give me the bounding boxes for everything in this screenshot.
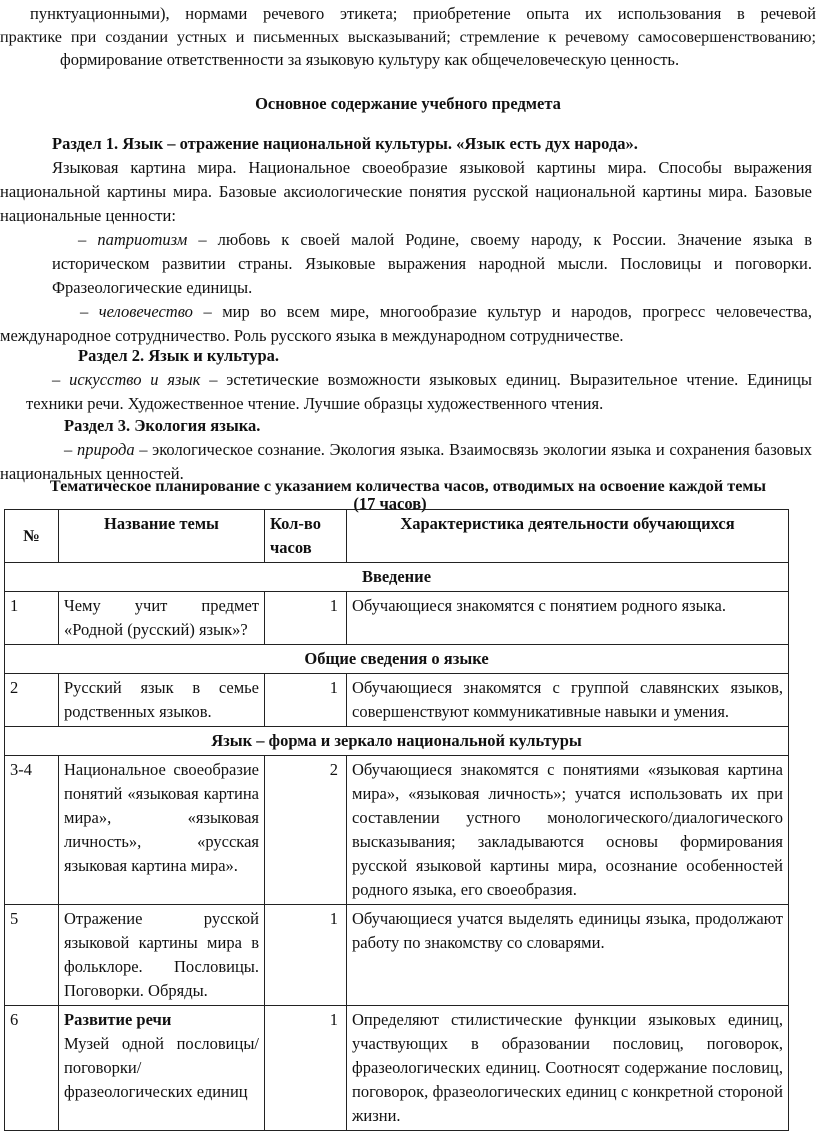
row-num: 1 — [5, 592, 59, 645]
row-topic: Национальное своеобразие понятий «языковая картина мира», «языковая личность», «русская языковая картина мира». — [59, 756, 265, 905]
item-text: – мир во всем мире, многообразие культур и народов, прогресс человечества, международное сотрудничество. Роль русского языка в международном сотрудничестве. — [0, 302, 813, 345]
table-row — [5, 905, 789, 1006]
item-dash: – — [80, 302, 99, 321]
section-title-general: Общие сведения о языке — [5, 645, 789, 674]
item-text: – эстетические возможности языковых единиц. Выразительное чтение. Единицы техники речи. Художественное чтение. Лучшие образцы художественного чтения. — [26, 370, 813, 413]
item-dash: – — [78, 230, 98, 249]
item-text: – любовь к своей малой Родине, своему народу, к России. Значение языка в историческом развитии страны. Языковые выражения народной мысли. Пословицы и поговорки. Фразеологические единицы. — [52, 230, 812, 297]
row-num: 3-4 — [5, 756, 59, 905]
row-activity: Обучающиеся знакомятся с группой славянских языков, совершенствуют коммуникативные навыки и умения. — [347, 674, 789, 727]
planning-title-line-2: (17 часов) — [353, 494, 427, 513]
row-topic: Отражение русской языковой картины мира в фольклоре. Пословицы. Поговорки. Обряды. — [59, 905, 265, 1006]
section-1-item-patriotism — [52, 228, 812, 300]
header-num: № — [5, 510, 59, 563]
row-activity: Обучающиеся знакомятся с понятием родного языка. — [347, 592, 789, 645]
row-topic: Русский язык в семье родственных языков. — [59, 674, 265, 727]
row-activity: Обучающиеся знакомятся с понятиями «языковая картина мира», «языковая личность»; учатся использовать их при составлении устного монологического/диалогического высказывания; закладываются основы формирования русской языковой картины мира, осознание особенностей родного языка, его своеобразия. — [347, 756, 789, 905]
row-activity: Определяют стилистические функции языковых единиц, участвующих в образовании пословиц, поговорок, фразеологических единиц. Соотносят содержание пословиц, поговорок, фразеологических единиц с конкретной стороной жизни. — [347, 1006, 789, 1131]
section-1-heading: Раздел 1. Язык – отражение национальной культуры. «Язык есть дух народа». — [52, 134, 638, 153]
section-1-item-humanity — [0, 300, 812, 348]
row-num: 5 — [5, 905, 59, 1006]
row-hours: 2 — [265, 756, 347, 905]
item-dash: – — [64, 440, 77, 459]
row-activity: Обучающиеся учатся выделять единицы языка, продолжают работу по знакомству со словарями. — [347, 905, 789, 1006]
content-title: Основное содержание учебного предмета — [255, 94, 561, 113]
section-1-text: Языковая картина мира. Национальное своеобразие языковой картины мира. Способы выражения национальной картины мира. Базовые аксиологические понятия русской национальной картины мира. Базовые национальные ценности: — [0, 158, 812, 225]
term-nature: природа — [76, 440, 135, 459]
row-hours: 1 — [265, 674, 347, 727]
intro-line-3: формирование ответственности за языковую культуру как общечеловеческую ценность. — [60, 50, 680, 69]
header-activity: Характеристика деятельности обучающихся — [347, 510, 789, 563]
row-hours: 1 — [265, 905, 347, 1006]
term-humanity: человечество — [98, 302, 193, 321]
intro-line-2: практике при создании устных и письменных высказываний; стремление к речевому самосовершенствованию; — [0, 28, 816, 46]
table-row — [5, 1006, 789, 1131]
row-topic-bold: Развитие речи — [64, 1010, 172, 1029]
table-section-row — [5, 645, 789, 674]
row-num: 2 — [5, 674, 59, 727]
header-topic: Название темы — [59, 510, 265, 563]
row-topic — [59, 1006, 265, 1131]
section-title-culture: Язык – форма и зеркало национальной культуры — [5, 727, 789, 756]
row-num: 6 — [5, 1006, 59, 1131]
section-2-heading: Раздел 2. Язык и культура. — [78, 346, 280, 365]
row-topic-text: Музей одной пословицы/поговорки/фразеологических единиц — [64, 1034, 259, 1101]
table-row — [5, 674, 789, 727]
header-hours: Кол-во часов — [265, 510, 347, 563]
row-topic: Чему учит предмет «Родной (русский) язык»? — [59, 592, 265, 645]
section-title-intro: Введение — [5, 563, 789, 592]
item-dash: – — [52, 370, 70, 389]
row-hours: 1 — [265, 1006, 347, 1131]
planning-title-line-1: Тематическое планирование с указанием количества часов, отводимых на освоение каждой темы — [49, 477, 767, 495]
row-hours: 1 — [265, 592, 347, 645]
section-3-heading: Раздел 3. Экология языка. — [64, 416, 261, 435]
table-row — [5, 756, 789, 905]
section-2-paragraph — [26, 368, 812, 416]
table-header-row — [5, 510, 789, 563]
item-text: – экологическое сознание. Экология языка. Взаимосвязь экологии языка и сохранения базовых национальных ценностей. — [0, 440, 812, 483]
term-patriotism: патриотизм — [97, 230, 188, 249]
table-section-row — [5, 563, 789, 592]
section-1-paragraph — [0, 156, 812, 228]
table-section-row — [5, 727, 789, 756]
intro-line-1: пунктуационными), нормами речевого этикета; приобретение опыта их использования в речевой — [30, 4, 816, 23]
planning-table — [4, 509, 789, 1131]
table-row — [5, 592, 789, 645]
term-art-and-language: искусство и язык — [69, 370, 201, 389]
